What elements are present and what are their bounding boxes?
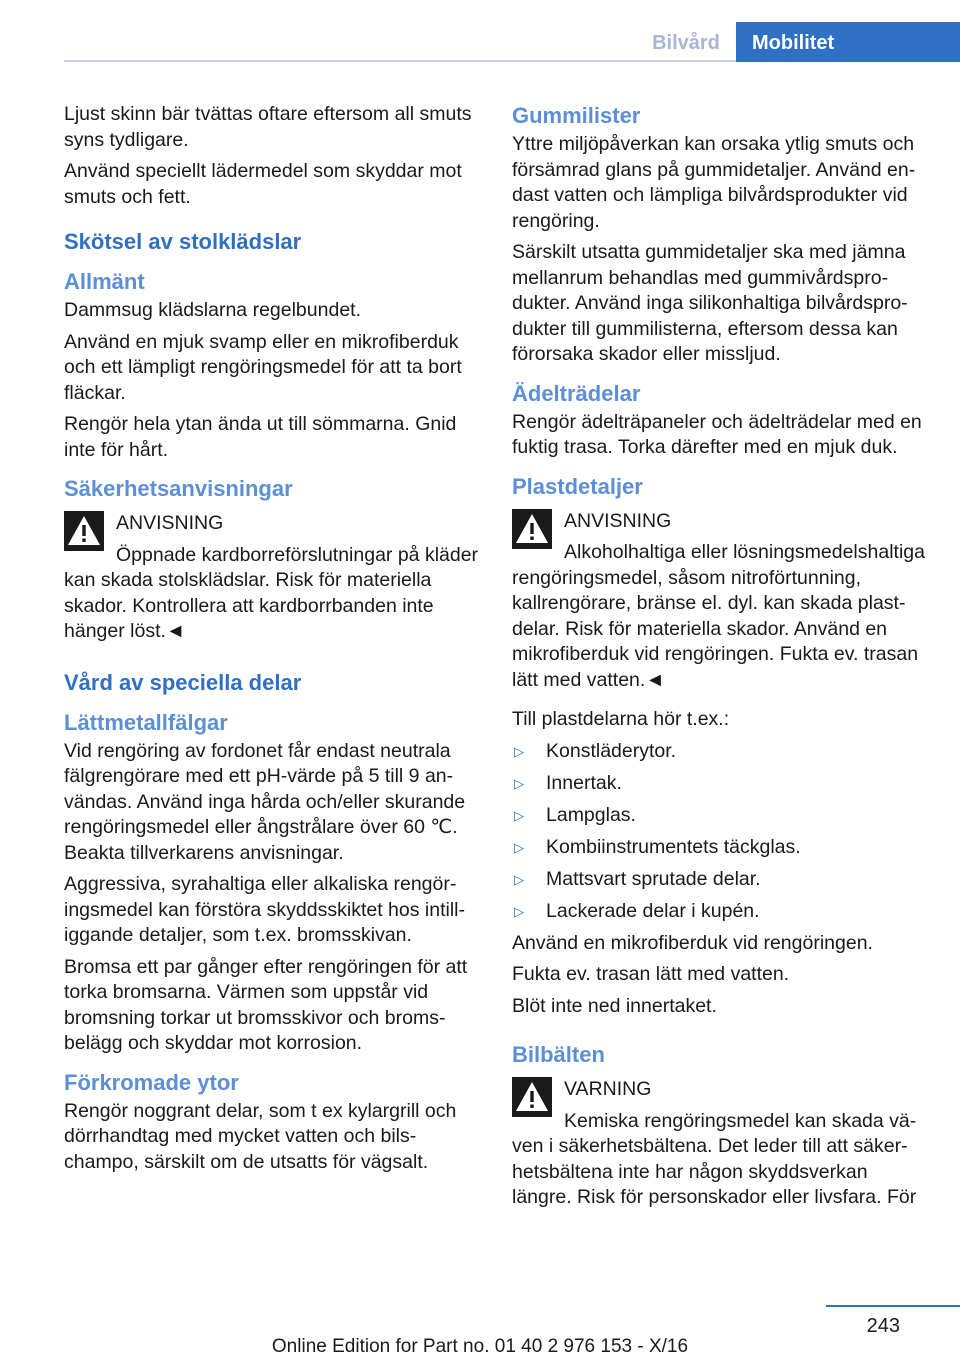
subsection-heading: Lättmetallfälgar (64, 709, 228, 735)
paragraph: Dammsug klädslarna regelbundet. (64, 299, 361, 321)
left-column (64, 102, 482, 1181)
paragraph: Blöt inte ned innertaket. (512, 994, 717, 1017)
right-column (512, 102, 930, 1217)
bullet-marker-icon: ▷ (514, 743, 524, 759)
list-item-text: Lampglas. (546, 803, 636, 826)
footer-edition: Online Edition for Part no. 01 40 2 976 153 - X/16 (271, 1336, 689, 1357)
warning-icon (64, 511, 104, 551)
subsection-heading: Bilbälten (512, 1042, 605, 1067)
subsection-heading: Gummilister (512, 103, 641, 128)
warning-keyword: VARNING (564, 1078, 652, 1100)
paragraph: Fukta ev. trasan lätt med vatten. (512, 963, 790, 985)
paragraph: Använd en mjuk svamp eller en mikrofiberduk och ett lämpligt rengöringsmedel för att ta bort fläckar. (64, 330, 462, 404)
list-item (512, 739, 930, 765)
subsection-heading: Plastdetaljer (512, 473, 643, 499)
tab-mobilitet[interactable]: Mobilitet (736, 22, 960, 62)
subsection-heading: Ädelträdelar (512, 380, 641, 406)
list-item (512, 899, 930, 925)
list-item-text: Mattsvart sprutade delar. (546, 867, 761, 890)
page-number: 243 (866, 1315, 900, 1337)
section-heading: Skötsel av stolklädslar (64, 229, 302, 254)
list-item (512, 867, 930, 893)
section-heading: Vård av speciella delar (64, 669, 302, 695)
subsection-heading: Säkerhetsanvisningar (64, 476, 293, 501)
warning-text: Alkoholhaltiga eller lösningsmedelshaltiga rengöringsmedel, såsom nitroförtunning, kallrengörare, bränse el. dyl. kan skada plastdelar. Risk för materiella skador. Använd en mikrofiberduk vid rengöringen. Fukta ev. trasan lätt med vatten.◄ (512, 541, 925, 691)
bullet-marker-icon: ▷ (514, 871, 524, 887)
paragraph: Yttre miljöpåverkan kan orsaka ytlig smuts och försämrad glans på gummidetaljer. Använd endast vatten och lämpliga bilvårdsprodukter vid rengöring. (512, 133, 916, 232)
warning-box (512, 509, 930, 694)
warning-icon (512, 509, 552, 549)
list-item (512, 771, 930, 797)
warning-icon (512, 1077, 552, 1117)
warning-box (64, 511, 482, 645)
list-item (512, 835, 930, 861)
bullet-marker-icon: ▷ (514, 775, 524, 791)
paragraph: Rengör noggrant delar, som t ex kylargrill och dörrhandtag med mycket vatten och bilschampo, särskilt om de utsatts för vägsalt. (64, 1099, 457, 1173)
subsection-heading: Förkromade ytor (64, 1069, 239, 1095)
paragraph: Ljust skinn bär tvättas oftare eftersom all smuts syns tydligare. (64, 103, 472, 151)
warning-text: Öppnade kardborreförslutningar på kläder kan skada stolsklädslar. Risk för materiella skador. Kontrollera att kardborrbanden inte hänger löst.◄ (64, 543, 479, 642)
paragraph: Aggressiva, syrahaltiga eller alkaliska rengöringsmedel kan förstöra skyddsskiktet hos intilliggande detaljer, som t.ex. bromsskivan. (64, 873, 466, 946)
warning-keyword: ANVISNING (116, 512, 224, 534)
paragraph: Bromsa ett par gånger efter rengöringen för att torka bromsarna. Värmen som uppstår vid bromsning torkar ut bromsskivor och bromsbelägg och skyddar mot korrosion. (64, 955, 468, 1054)
bullet-marker-icon: ▷ (514, 903, 524, 919)
warning-text: Kemiska rengöringsmedel kan skada väven i säkerhetsbältena. Det leder till att säkerhetsbältena inte har någon skyddsverkan längre. Risk för personskador eller livsfara. För (512, 1109, 917, 1208)
list-item-text: Lackerade delar i kupén. (546, 899, 760, 922)
paragraph: Rengör ädelträpaneler och ädelträdelar med en fuktig trasa. Torka därefter med en mjuk duk. (512, 410, 922, 458)
subsection-heading: Allmänt (64, 269, 145, 294)
list-item-text: Kombiinstrumentets täckglas. (546, 835, 801, 858)
paragraph: Använd en mikrofiberduk vid rengöringen. (512, 931, 873, 954)
paragraph: Vid rengöring av fordonet får endast neutrala fälgrengörare med ett pH-värde på 5 till 9 användas. Använd inga hårda och/eller skurande rengöringsmedel eller ångstrålare över 60 ℃. Beakta tillverkarens anvisningar. (64, 739, 466, 864)
paragraph: Rengör hela ytan ända ut till sömmarna. Gnid inte för hårt. (64, 413, 457, 461)
warning-keyword: ANVISNING (564, 509, 672, 532)
bullet-marker-icon: ▷ (514, 807, 524, 823)
paragraph: Till plastdelarna hör t.ex.: (512, 708, 730, 730)
footer-rule (826, 1305, 960, 1307)
list-item (512, 803, 930, 829)
tab-bilvard[interactable]: Bilvård (652, 32, 720, 54)
paragraph: Använd speciellt lädermedel som skyddar mot smuts och fett. (64, 160, 462, 208)
paragraph: Särskilt utsatta gummidetaljer ska med jämna mellanrum behandlas med gummivårdsprodukter. Använd inga silikonhaltiga bilvårdsprodukter till gummilisterna, eftersom dessa kan förorsaka skador eller missljud. (512, 241, 908, 365)
list-item-text: Konstläderytor. (546, 739, 677, 762)
list-item-text: Innertak. (546, 771, 622, 794)
bullet-marker-icon: ▷ (514, 839, 524, 855)
warning-box (512, 1077, 930, 1211)
